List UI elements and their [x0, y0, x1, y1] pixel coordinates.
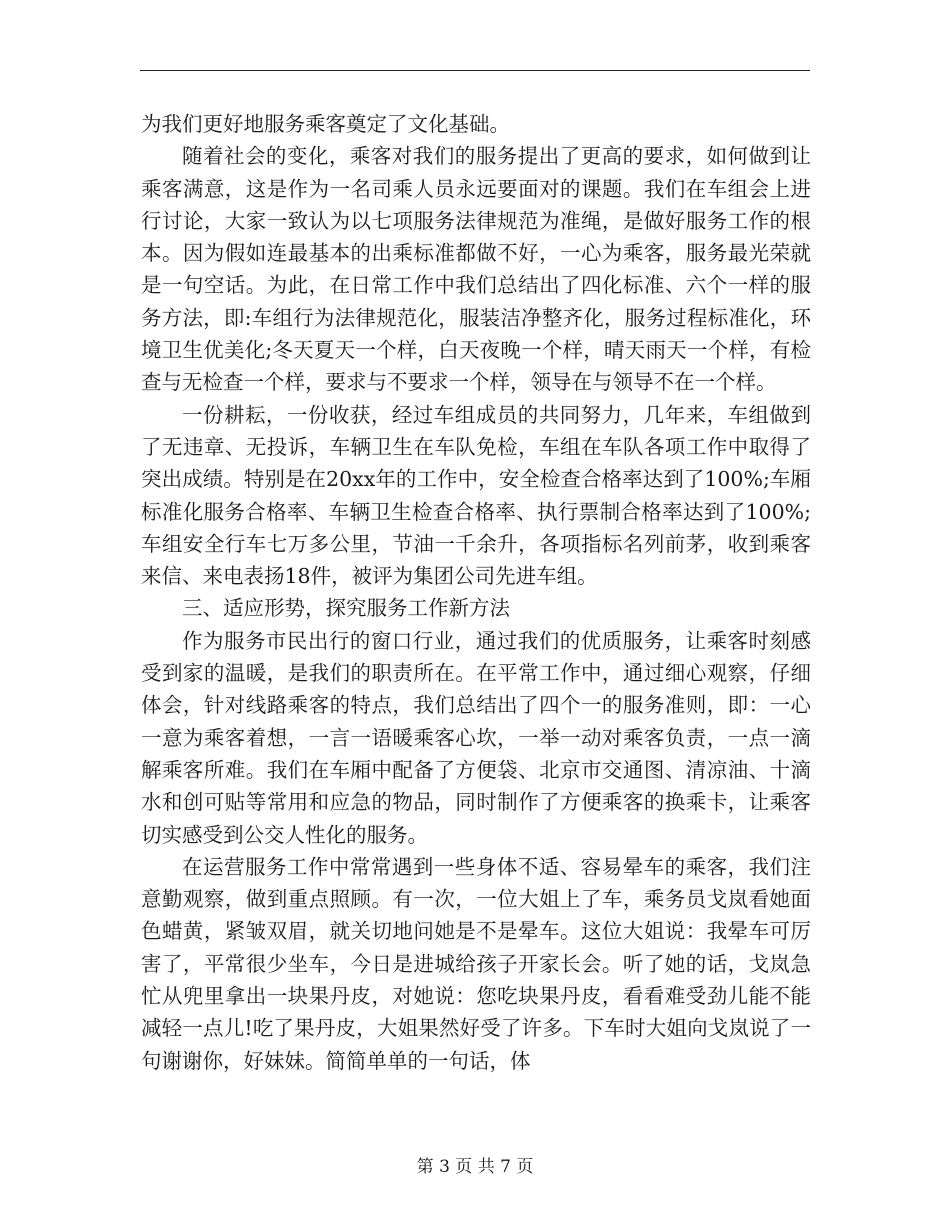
paragraph-3: 一份耕耘，一份收获，经过车组成员的共同努力，几年来，车组做到了无违章、无投诉，车辆卫生在车队免检，车组在车队各项工作中取得了突出成绩。特别是在20xx年的工作中，安全检查合格率达到了100%;车厢标准化服务合格率、车辆卫生检查合格率、执行票制合格率达到了100%;车组安全行车七万多公里，节油一千余升，各项指标名列前茅，收到乘客来信、来电表扬18件，被评为集团公司先进车组。: [141, 402, 811, 589]
document-body: [141, 108, 811, 1077]
paragraph-4: 作为服务市民出行的窗口行业，通过我们的优质服务，让乘客时刻感受到家的温暖，是我们的职责所在。在平常工作中，通过细心观察，仔细体会，针对线路乘客的特点，我们总结出了四个一的服务准则，即：一心一意为乘客着想，一言一语暖乘客心坎，一举一动对乘客负责，一点一滴解乘客所难。我们在车厢中配备了方便袋、北京市交通图、清凉油、十滴水和创可贴等常用和应急的物品，同时制作了方便乘客的换乘卡，让乘客切实感受到公交人性化的服务。: [141, 628, 811, 847]
paragraph-5: 在运营服务工作中常常遇到一些身体不适、容易晕车的乘客，我们注意勤观察，做到重点照顾。有一次，一位大姐上了车，乘务员戈岚看她面色蜡黄，紧皱双眉，就关切地问她是不是晕车。这位大姐说：我晕车可厉害了，平常很少坐车，今日是进城给孩子开家长会。听了她的话，戈岚急忙从兜里拿出一块果丹皮，对她说：您吃块果丹皮，看看难受劲儿能不能减轻一点儿!吃了果丹皮，大姐果然好受了许多。下车时大姐向戈岚说了一句谢谢你，好妹妹。简简单单的一句话，体: [141, 854, 811, 1073]
paragraph-2: 随着社会的变化，乘客对我们的服务提出了更高的要求，如何做到让乘客满意，这是作为一名司乘人员永远要面对的课题。我们在车组会上进行讨论，大家一致认为以七项服务法律规范为准绳，是做好服务工作的根本。因为假如连最基本的出乘标准都做不好，一心为乘客，服务最光荣就是一句空话。为此，在日常工作中我们总结出了四化标准、六个一样的服务方法，即:车组行为法律规范化，服装洁净整齐化，服务过程标准化，环境卫生优美化;冬天夏天一个样，白天夜晚一个样，晴天雨天一个样，有检查与无检查一个样，要求与不要求一个样，领导在与领导不在一个样。: [141, 144, 811, 395]
header-rule: [140, 70, 810, 71]
section-heading: 三、适应形势，探究服务工作新方法: [182, 596, 510, 621]
paragraph-1: 为我们更好地服务乘客奠定了文化基础。: [141, 112, 510, 136]
page-number: 第 3 页 共 7 页: [416, 1157, 534, 1177]
